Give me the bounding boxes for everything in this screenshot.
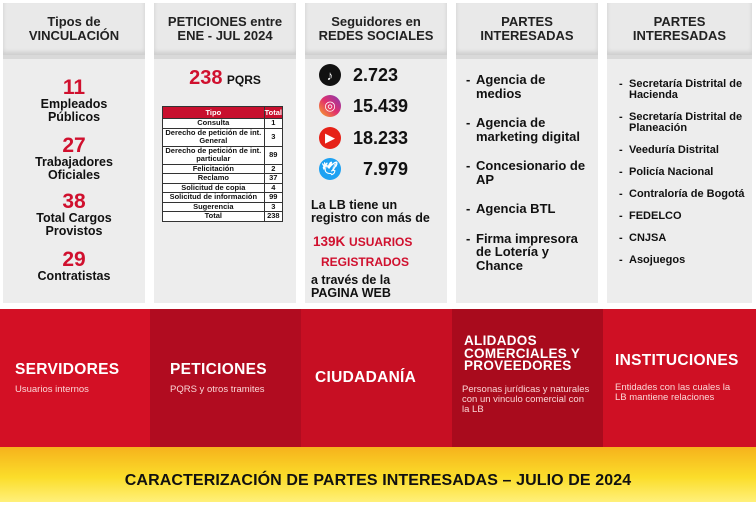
table-cell: 1 bbox=[264, 119, 282, 129]
table-cell: Solicitud de copia bbox=[163, 183, 265, 193]
vinculacion-panel bbox=[3, 3, 145, 303]
peticiones-body bbox=[154, 59, 296, 303]
list-item: - Concesionario de AP bbox=[466, 159, 594, 186]
stat-label: Empleados Públicos bbox=[40, 97, 108, 124]
table-cell: Felicitación bbox=[163, 164, 265, 174]
table-row bbox=[163, 193, 283, 203]
band-title: SERVIDORES bbox=[15, 361, 120, 378]
social-tiktok bbox=[319, 62, 398, 88]
list-item: - Policía Nacional bbox=[619, 167, 748, 178]
peticiones-panel bbox=[154, 3, 296, 303]
pqrs-total-number: 238 bbox=[189, 67, 223, 89]
stat-label: Trabajadores Oficiales bbox=[35, 155, 113, 182]
usuarios-number: 139K bbox=[313, 234, 346, 249]
table-row bbox=[163, 128, 283, 146]
social-youtube bbox=[319, 125, 408, 151]
band-subtitle: Entidades con las cuales la LB mantiene relaciones bbox=[615, 382, 731, 403]
partes-panel-1 bbox=[456, 3, 598, 303]
partes-title-1: PARTES INTERESADAS bbox=[456, 3, 598, 55]
vinculacion-title: Tipos de VINCULACIÓN bbox=[3, 3, 145, 55]
table-header-row bbox=[163, 107, 283, 119]
footer-title: CARACTERIZACIÓN DE PARTES INTERESADAS – JULIO DE 2024 bbox=[124, 472, 632, 489]
band-subtitle: Usuarios internos bbox=[15, 384, 89, 395]
peticiones-title: PETICIONES entre ENE - JUL 2024 bbox=[154, 3, 296, 55]
registro-text: La LB tiene un registro con más de bbox=[311, 198, 430, 225]
pagina-web-text: a través de la PAGINA WEB bbox=[311, 273, 391, 300]
list-item: - FEDELCO bbox=[619, 211, 748, 222]
table-cell: 99 bbox=[264, 193, 282, 203]
band-title: PETICIONES bbox=[170, 361, 267, 378]
peticiones-table bbox=[162, 106, 283, 222]
band-instituciones bbox=[603, 309, 756, 447]
stat-contratistas bbox=[3, 249, 145, 283]
table-cell: Derecho de petición de int. particular bbox=[163, 146, 265, 164]
table-row bbox=[163, 174, 283, 184]
table-cell: 3 bbox=[264, 128, 282, 146]
stat-number: 29 bbox=[62, 248, 86, 271]
band-title: INSTITUCIONES bbox=[615, 352, 739, 369]
table-cell: Total bbox=[163, 212, 265, 222]
list-item: - Agencia de marketing digital bbox=[466, 116, 594, 143]
table-cell: Reclamo bbox=[163, 174, 265, 184]
social-value: 7.979 bbox=[363, 158, 409, 179]
stat-number: 27 bbox=[62, 134, 86, 157]
stat-number: 38 bbox=[62, 190, 86, 213]
table-cell: 4 bbox=[264, 183, 282, 193]
redes-panel bbox=[305, 3, 447, 303]
table-cell: 3 bbox=[264, 202, 282, 212]
partes-title-2: PARTES INTERESADAS bbox=[607, 3, 752, 55]
band-subtitle: Personas jurídicas y naturales con un vinculo comercial con la LB bbox=[462, 384, 590, 415]
usuarios-label: USUARIOS bbox=[349, 235, 413, 249]
redes-title: Seguidores en REDES SOCIALES bbox=[305, 3, 447, 55]
usuarios-highlight bbox=[313, 235, 412, 249]
stat-number: 11 bbox=[62, 76, 86, 99]
band-servidores bbox=[0, 309, 150, 447]
tiktok-icon: ♪ bbox=[319, 64, 341, 86]
table-cell: 89 bbox=[264, 146, 282, 164]
social-value: 15.439 bbox=[353, 95, 409, 116]
list-item: - Asojuegos bbox=[619, 255, 748, 266]
table-cell: 2 bbox=[264, 164, 282, 174]
redes-body bbox=[305, 59, 447, 303]
stat-empleados bbox=[3, 77, 145, 124]
vinculacion-body bbox=[3, 59, 145, 303]
table-cell: Consulta bbox=[163, 119, 265, 129]
table-row bbox=[163, 146, 283, 164]
band-ciudadania bbox=[301, 309, 452, 447]
instagram-icon: ◎ bbox=[319, 95, 341, 117]
list-item: - Agencia BTL bbox=[466, 202, 594, 216]
social-instagram bbox=[319, 93, 408, 119]
registrados-label: REGISTRADOS bbox=[321, 255, 410, 269]
table-row-total bbox=[163, 212, 283, 222]
twitter-icon: 🕊 bbox=[319, 158, 341, 180]
table-row bbox=[163, 202, 283, 212]
list-item: - Firma impresora de Lotería y Chance bbox=[466, 232, 594, 273]
list-item: - Secretaría Distrital de Hacienda bbox=[619, 79, 748, 101]
band-aliados bbox=[452, 309, 603, 447]
table-header: Tipo bbox=[163, 107, 265, 119]
table-cell: Solicitud de información bbox=[163, 193, 265, 203]
partes-list-1 bbox=[466, 73, 594, 288]
table-row bbox=[163, 119, 283, 129]
list-item: - Contraloría de Bogotá bbox=[619, 189, 748, 200]
footer-banner bbox=[0, 447, 756, 502]
partes-panel-2 bbox=[607, 3, 752, 303]
social-value: 18.233 bbox=[353, 127, 409, 148]
stat-cargos bbox=[3, 191, 145, 238]
table-cell: Sugerencia bbox=[163, 202, 265, 212]
pqrs-total-unit: PQRS bbox=[226, 73, 261, 87]
stat-trabajadores bbox=[3, 135, 145, 182]
band-peticiones bbox=[150, 309, 301, 447]
list-item: - Agencia de medios bbox=[466, 73, 594, 100]
list-item: - Veeduría Distrital bbox=[619, 145, 748, 156]
band-title: ALIDADOS COMERCIALES Y PROVEEDORES bbox=[464, 333, 580, 373]
stat-label: Contratistas bbox=[37, 269, 111, 283]
pqrs-total bbox=[154, 67, 296, 90]
registrados-highlight bbox=[321, 255, 409, 269]
partes-list-2 bbox=[619, 79, 748, 277]
band-subtitle: PQRS y otros tramites bbox=[170, 384, 265, 395]
stat-label: Total Cargos Provistos bbox=[36, 211, 112, 238]
table-cell: Derecho de petición de int. General bbox=[163, 128, 265, 146]
social-value: 2.723 bbox=[353, 64, 399, 85]
social-twitter bbox=[319, 156, 408, 182]
youtube-icon: ▶ bbox=[319, 127, 341, 149]
table-header: Total bbox=[264, 108, 282, 117]
band-title: CIUDADANÍA bbox=[315, 369, 417, 386]
list-item: - Secretaría Distrital de Planeación bbox=[619, 112, 748, 134]
partes-body-1 bbox=[456, 59, 598, 303]
list-item: - CNJSA bbox=[619, 233, 748, 244]
partes-body-2 bbox=[607, 59, 752, 303]
table-cell: 37 bbox=[264, 174, 282, 184]
table-cell: 238 bbox=[264, 212, 282, 222]
